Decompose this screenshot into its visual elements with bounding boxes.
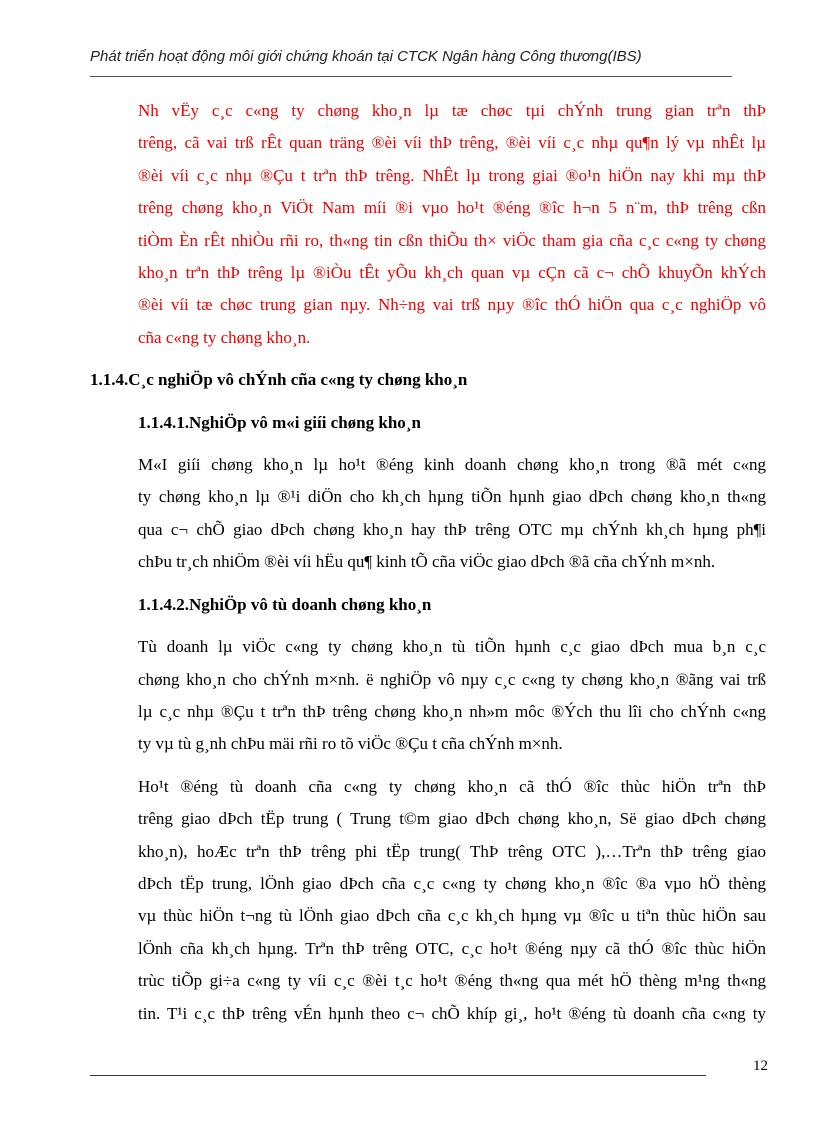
section-heading-main-operations: 1.1.4.C¸c nghiÖp vô chÝnh cña c«ng ty chøng kho¸n	[90, 370, 468, 390]
text-line: ty vµ tù g¸nh chÞu mäi rñi ro tõ viÖc ®Çu t cña chÝnh m×nh.	[138, 734, 563, 754]
text-line: lµ c¸c nhµ ®Çu t trªn thÞ trêng chøng kho¸n nh»m môc ®Ých thu lîi cho chÝnh c«ng	[138, 701, 766, 721]
paragraph-proprietary-markets	[90, 771, 766, 1030]
running-header: Phát triển hoạt động môi giới chứng khoán tại CTCK Ngân hàng Công thương(IBS)	[90, 48, 642, 65]
text-line: lÖnh cña kh¸ch hµng. Trªn thÞ trêng OTC, c¸c ho¹t ®éng nµy cã thÓ ®îc thùc hiÖn	[138, 938, 766, 958]
text-line: tiÒm Èn rÊt nhiÒu rñi ro, th«ng tin cßn thiÕu th× viÖc tham gia cña c¸c c«ng ty chøng	[138, 230, 766, 250]
document-body	[90, 95, 766, 1030]
text-line: ty chøng kho¸n lµ ®¹i diÖn cho kh¸ch hµng tiÕn hµnh giao dÞch chøng kho¸n th«ng	[138, 487, 766, 507]
paragraph-proprietary-trading	[90, 631, 766, 761]
header-divider	[90, 76, 732, 77]
paragraph-intro-roles	[90, 95, 766, 354]
text-line: trêng giao dÞch tËp trung ( Trung t©m giao dÞch chøng kho¸n, Së giao dÞch chøng	[138, 809, 766, 829]
text-line: Nh vËy c¸c c«ng ty chøng kho¸n lµ tæ chøc tµi chÝnh trung gian trªn thÞ	[138, 101, 766, 120]
text-line: trêng, cã vai trß rÊt quan träng ®èi víi thÞ trêng, ®èi víi c¸c nhµ qu¶n lý vµ nhÊt lµ	[138, 133, 766, 153]
text-line: trêng chøng kho¸n ViÖt Nam míi ®i vµo ho¹t ®éng ®îc h¬n 5 n¨m, thÞ trêng cßn	[138, 198, 766, 218]
text-line: kho¸n), hoÆc trªn thÞ trêng phi tËp trung( ThÞ trêng OTC ),…Trªn thÞ trêng giao	[138, 841, 766, 861]
text-line: chøng kho¸n cho chÝnh m×nh. ë nghiÖp vô nµy c¸c c«ng ty chøng kho¸n ®ãng vai trß	[138, 669, 766, 689]
text-line: kho¸n trªn thÞ trêng lµ ®iÒu tÊt yÕu kh¸ch quan vµ cÇn cã c¬ chÕ khuyÕn khÝch	[138, 263, 766, 283]
text-line: Tù doanh lµ viÖc c«ng ty chøng kho¸n tù tiÕn hµnh c¸c giao dÞch mua b¸n c¸c	[138, 637, 766, 657]
text-line: ®èi víi tæ chøc trung gian nµy. Nh÷ng vai trß nµy ®îc thÓ hiÖn qua c¸c nghiÖp vô	[138, 295, 766, 315]
text-line: chÞu tr¸ch nhiÖm ®èi víi hËu qu¶ kinh tÕ cña viÖc giao dÞch ®ã cña chÝnh m×nh.	[138, 552, 716, 572]
footer-divider	[90, 1075, 706, 1076]
page-number: 12	[753, 1058, 768, 1074]
text-line: Ho¹t ®éng tù doanh cña c«ng ty chøng kho¸n cã thÓ ®îc thùc hiÖn trªn thÞ	[138, 776, 766, 796]
text-line: tin. T¹i c¸c thÞ trêng vÉn hµnh theo c¬ chÕ khíp gi¸, ho¹t ®éng tù doanh cña c«ng ty	[138, 1003, 766, 1023]
paragraph-brokerage	[90, 449, 766, 579]
text-line: dÞch tËp trung, lÖnh giao dÞch cña c¸c c«ng ty chøng kho¸n ®îc ®a vµo hÖ thèng	[138, 873, 766, 893]
text-line: ®èi víi c¸c nhµ ®Çu t trªn thÞ trêng. NhÊt lµ trong giai ®o¹n hiÖn nay khi mµ thÞ	[138, 165, 766, 185]
text-line: cña c«ng ty chøng kho¸n.	[138, 327, 311, 347]
subsection-heading-brokerage: 1.1.4.1.NghiÖp vô m«i giíi chøng kho¸n	[138, 412, 421, 432]
text-line: qua c¬ chÕ giao dÞch chøng kho¸n hay thÞ trêng OTC mµ chÝnh kh¸ch hµng ph¶i	[138, 519, 766, 539]
text-line: M«I giíi chøng kho¸n lµ ho¹t ®éng kinh doanh chøng kho¸n trong ®ã mét c«ng	[138, 455, 766, 475]
text-line: vµ thùc hiÖn t¬ng tù lÖnh giao dÞch cña c¸c kh¸ch hµng vµ ®îc u tiªn thùc hiÖn sau	[138, 906, 766, 926]
subsection-heading-proprietary-trading: 1.1.4.2.NghiÖp vô tù doanh chøng kho¸n	[138, 594, 432, 614]
text-line: trùc tiÕp gi÷a c«ng ty víi c¸c ®èi t¸c ho¹t ®éng th«ng qua mét hÖ thèng m¹ng th«ng	[138, 971, 766, 991]
